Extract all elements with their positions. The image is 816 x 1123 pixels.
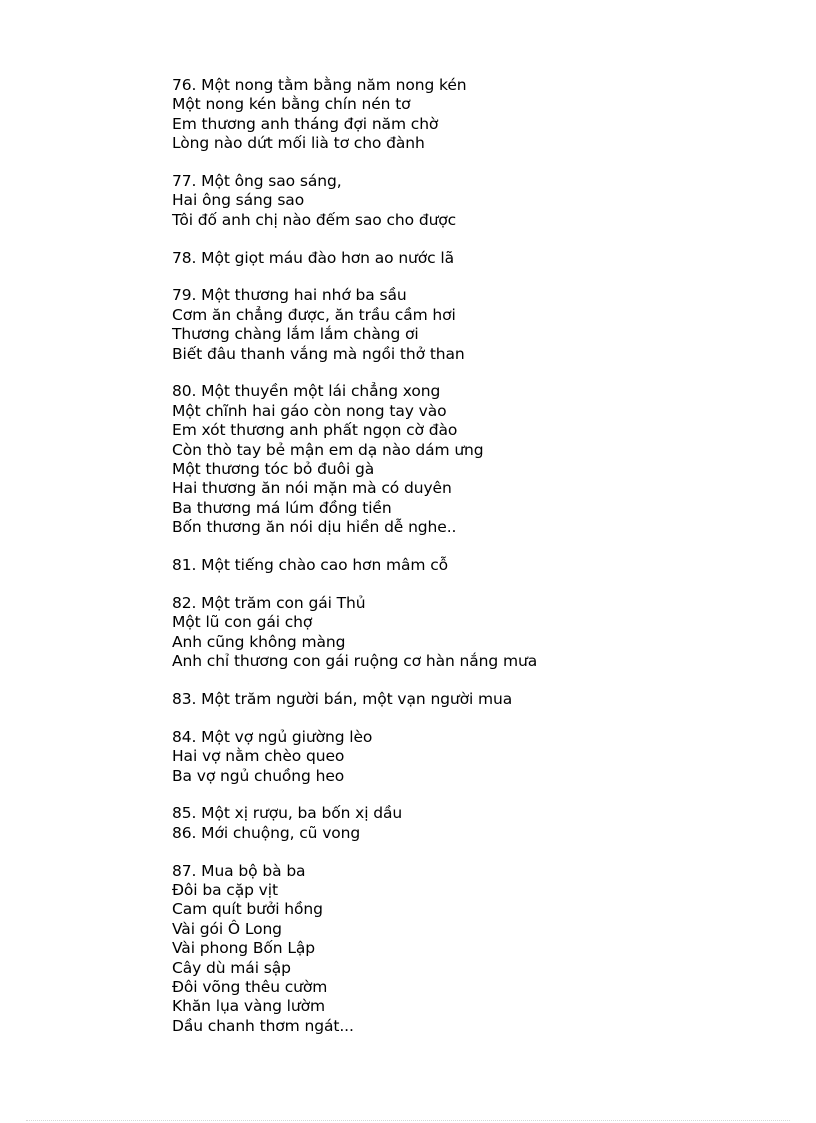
verse-line: Biết đâu thanh vắng mà ngồi thở than — [172, 344, 465, 363]
verse-line: 79. Một thương hai nhớ ba sầu — [172, 286, 407, 305]
verse-line: Khăn lụa vàng lườm — [172, 997, 325, 1016]
verse-line: 83. Một trăm người bán, một vạn người mua — [172, 689, 513, 708]
verse-line: 86. Mới chuộng, cũ vong — [172, 823, 361, 842]
verse-line: Thương chàng lắm lắm chàng ơi — [172, 325, 419, 344]
verse-line: Một chĩnh hai gáo còn nong tay vào — [172, 401, 447, 420]
verse-87 — [172, 862, 792, 1037]
verse-line: Cây dù mái sập — [172, 958, 291, 977]
verse-77 — [172, 172, 792, 230]
verse-line: Còn thò tay bẻ mận em dạ nào dám ưng — [172, 440, 484, 459]
verse-81 — [172, 556, 792, 575]
verse-line: 87. Mua bộ bà ba — [172, 861, 306, 880]
verse-line: 82. Một trăm con gái Thủ — [172, 593, 366, 612]
page-bottom-border — [26, 1120, 790, 1121]
verse-line: Bốn thương ăn nói dịu hiền dễ nghe.. — [172, 518, 457, 537]
verse-82 — [172, 594, 792, 672]
verse-line: 85. Một xị rượu, ba bốn xị dầu — [172, 804, 403, 823]
verse-line: Ba thương má lúm đồng tiền — [172, 498, 392, 517]
verse-line: Hai thương ăn nói mặn mà có duyên — [172, 479, 452, 498]
verse-80 — [172, 382, 792, 537]
verse-line: Một thương tóc bỏ đuôi gà — [172, 460, 375, 479]
verse-line: Một nong kén bằng chín nén tơ — [172, 95, 411, 114]
verse-line: Dầu chanh thơm ngát... — [172, 1016, 354, 1035]
document-page — [172, 76, 792, 1055]
verse-79 — [172, 286, 792, 364]
verse-line: Tôi đố anh chị nào đếm sao cho được — [172, 210, 457, 229]
verse-line: Đôi ba cặp vịt — [172, 880, 278, 899]
verse-line: Hai vợ nằm chèo queo — [172, 747, 345, 766]
verse-line: Anh cũng không màng — [172, 632, 346, 651]
verse-line: Vài phong Bốn Lập — [172, 939, 316, 958]
verse-84 — [172, 728, 792, 786]
verse-line: Cơm ăn chẳng được, ăn trầu cầm hơi — [172, 305, 456, 324]
verse-78 — [172, 249, 792, 268]
verse-85-86 — [172, 804, 792, 843]
verse-line: Lòng nào dứt mối lià tơ cho đành — [172, 134, 425, 153]
verse-line: Vài gói Ô Long — [172, 919, 282, 938]
verse-line: Hai ông sáng sao — [172, 191, 305, 210]
verse-line: 78. Một giọt máu đào hơn ao nước lã — [172, 248, 455, 267]
verse-line: 84. Một vợ ngủ giường lèo — [172, 727, 373, 746]
verse-line: Đôi võng thêu cườm — [172, 977, 328, 996]
verse-line: 77. Một ông sao sáng, — [172, 172, 342, 191]
verse-line: 80. Một thuyền một lái chẳng xong — [172, 382, 441, 401]
verse-line: Ba vợ ngủ chuồng heo — [172, 766, 345, 785]
verse-line: Cam quít bưởi hồng — [172, 900, 323, 919]
verse-76 — [172, 76, 792, 154]
verse-line: 81. Một tiếng chào cao hơn mâm cỗ — [172, 556, 449, 575]
verse-line: Anh chỉ thương con gái ruộng cơ hàn nắng mưa — [172, 652, 538, 671]
verse-line: Em thương anh tháng đợi năm chờ — [172, 114, 439, 133]
verse-line: Em xót thương anh phất ngọn cờ đào — [172, 421, 458, 440]
verse-line: Một lũ con gái chợ — [172, 613, 313, 632]
verse-line: 76. Một nong tằm bằng năm nong kén — [172, 76, 467, 94]
verse-83 — [172, 690, 792, 709]
